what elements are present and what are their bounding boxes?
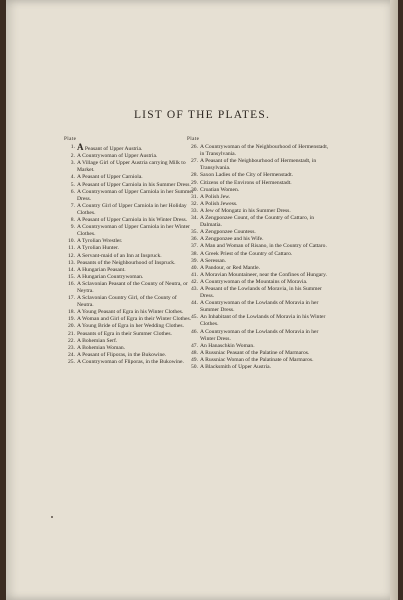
plate-entry <box>64 144 194 153</box>
plate-entry <box>64 245 194 252</box>
plate-title: A Country Girl of Upper Carniola in her Holiday Clothes. <box>77 202 187 216</box>
plate-entry <box>187 286 329 300</box>
plate-entry <box>187 272 329 279</box>
plate-title: A Countrywoman of Upper Carniola in her Summer Dress. <box>77 188 194 202</box>
plate-entry <box>64 238 194 245</box>
plate-number: 13. <box>68 259 75 266</box>
plate-number: 7. <box>70 202 75 209</box>
plate-number: 6. <box>70 188 75 195</box>
plate-number: 4. <box>70 174 75 181</box>
plate-title: A Zengponzee Countess. <box>200 229 256 236</box>
plate-list-right <box>187 144 329 371</box>
plate-number: 2. <box>70 153 75 160</box>
plate-number: 20. <box>68 323 75 330</box>
plate-entry <box>187 329 329 343</box>
plate-entry <box>64 281 194 295</box>
plate-entry <box>187 208 329 215</box>
plate-title: A Seressan. <box>200 257 227 264</box>
plate-number: 15. <box>68 273 75 280</box>
plate-entry <box>187 144 329 158</box>
plate-entry <box>187 258 329 265</box>
plate-title: A Countrywoman of Fliporas, in the Bukowine. <box>77 358 184 365</box>
plate-number: 31. <box>191 193 198 200</box>
plate-entry <box>187 215 329 229</box>
plate-title: A Sclavonian Peasant of the County of Neutra, or Neytra. <box>77 280 188 294</box>
plate-number: 45. <box>191 314 198 321</box>
plate-list-left <box>64 144 194 366</box>
plate-entry <box>187 172 329 179</box>
plate-number: 30. <box>191 186 198 193</box>
plate-entry <box>187 357 329 364</box>
plate-title: A Countrywoman of Upper Carniola in her Winter Clothes. <box>77 224 190 238</box>
plate-number: 44. <box>191 300 198 307</box>
plate-title: A Tyrolian Wrestler. <box>77 238 123 245</box>
plate-entry <box>64 323 194 330</box>
plate-entry <box>187 314 329 328</box>
column-header: Plate <box>187 136 200 142</box>
plate-number: 47. <box>191 342 198 349</box>
plate-number: 11. <box>68 245 75 252</box>
book-page <box>6 0 398 600</box>
plate-title: Saxon Ladies of the City of Hermenstadt. <box>200 172 294 179</box>
plate-title: A Peasant of Upper Austria. <box>77 142 143 153</box>
plate-entry <box>187 265 329 272</box>
plate-entry <box>64 253 194 260</box>
plate-number: 43. <box>191 285 198 292</box>
plate-entry <box>187 187 329 194</box>
plate-title: A Peasant of Upper Carniola in his Summer Dress. <box>77 181 191 188</box>
plate-title: A Young Bride of Egra in her Wedding Clothes. <box>77 323 184 330</box>
plate-number: 39. <box>191 257 198 264</box>
plate-title: A Zengponzee and his Wife. <box>200 236 264 243</box>
plate-title: A Hungarian Peasant. <box>77 266 126 273</box>
plate-number: 5. <box>70 181 75 188</box>
plate-title: Peasants of Egra in their Summer Clothes. <box>77 330 172 337</box>
plate-entry <box>187 251 329 258</box>
plate-title: A Hungarian Countrywoman. <box>77 273 144 280</box>
plate-title: A Greek Priest of the Country of Cattaro. <box>200 250 293 257</box>
plate-title: A Countrywoman of the Neighbourhood of Hermenstadt, in Transylvania. <box>200 144 329 158</box>
plate-entry <box>187 343 329 350</box>
plate-number: 17. <box>68 295 75 302</box>
plate-number: 32. <box>191 200 198 207</box>
plate-title: A Peasant of the Neighbourhood of Hermenstadt, in Transylvania. <box>200 158 317 172</box>
plate-title: An Hanaschkin Woman. <box>200 342 255 349</box>
plate-number: 37. <box>191 243 198 250</box>
column-header: Plate <box>64 136 77 142</box>
plate-number: 10. <box>68 238 75 245</box>
plate-title: A Polish Jew. <box>200 193 231 200</box>
page-mark <box>51 516 53 518</box>
plate-entry <box>64 260 194 267</box>
plate-entry <box>187 180 329 187</box>
plate-number: 9. <box>70 224 75 231</box>
plate-number: 29. <box>191 179 198 186</box>
plate-entry <box>64 352 194 359</box>
plate-entry <box>64 189 194 203</box>
plate-title: An Inhabitant of the Lowlands of Moravia in his Winter Clothes. <box>200 314 326 328</box>
plate-title: A Sclavonian Country Girl, of the County of Neutra. <box>77 295 177 309</box>
plate-title: A Countrywoman of the Mountains of Moravia. <box>200 278 308 285</box>
plate-title: A Countrywoman of the Lowlands of Moravia in her Winter Dress. <box>200 328 319 342</box>
plate-title: A Blacksmith of Upper Austria. <box>200 364 272 370</box>
plate-number: 34. <box>191 215 198 222</box>
plate-number: 21. <box>68 330 75 337</box>
plate-entry <box>64 203 194 217</box>
plate-title: A Countrywoman of the Lowlands of Moravia in her Summer Dress. <box>200 300 319 314</box>
plates-column-left <box>64 136 194 366</box>
plate-title: A Young Peasant of Egra in his Winter Clothes. <box>77 309 184 316</box>
plate-title: A Peasant of Upper Carniola in his Winter Dress. <box>77 217 188 224</box>
plate-entry <box>187 364 329 371</box>
plate-title: Peasants of the Neighbourhood of Inspruck. <box>77 259 176 266</box>
plate-entry <box>187 279 329 286</box>
plate-title: A Woman and Girl of Egra in their Winter Clothes. <box>77 316 192 323</box>
plate-title: A Bohemian Woman. <box>77 344 126 351</box>
plate-entry <box>64 274 194 281</box>
plate-number: 23. <box>68 344 75 351</box>
plate-title: A Village Girl of Upper Austria carrying Milk to Market. <box>77 160 186 174</box>
plate-number: 35. <box>191 229 198 236</box>
plate-number: 27. <box>191 158 198 165</box>
plate-number: 50. <box>191 364 198 370</box>
plate-title: A Moravian Mountaineer, near the Confines of Hungary. <box>200 271 327 278</box>
plate-number: 36. <box>191 236 198 243</box>
plate-entry <box>64 160 194 174</box>
plate-number: 14. <box>68 266 75 273</box>
plate-title: A Jew of Mongatz in his Summer Dress. <box>200 207 291 214</box>
plate-number: 18. <box>68 309 75 316</box>
plate-number: 33. <box>191 207 198 214</box>
page-edge <box>390 0 398 600</box>
plate-entry <box>64 224 194 238</box>
plate-entry <box>64 295 194 309</box>
page-title: LIST OF THE PLATES. <box>133 109 271 121</box>
plate-title: A Peasant of the Lowlands of Moravia, in his Summer Dress. <box>200 285 322 300</box>
plate-entry <box>187 350 329 357</box>
plate-number: 24. <box>68 351 75 358</box>
plate-number: 40. <box>191 264 198 271</box>
plate-entry <box>64 182 194 189</box>
plate-number: 12. <box>68 252 75 259</box>
plate-title: A Countrywoman of Upper Austria. <box>77 153 158 160</box>
plate-number: 38. <box>191 250 198 257</box>
plate-title: A Zengponzee Count, of the Country of Cattaro, in Dalmatia. <box>200 215 315 229</box>
plate-entry <box>187 300 329 314</box>
plate-title: A Peasant of Upper Carniola. <box>77 174 143 181</box>
plate-title: A Bohemian Serf. <box>77 337 118 344</box>
plate-entry <box>187 158 329 172</box>
plate-entry <box>187 201 329 208</box>
plate-title: A Servant-maid of an Inn at Inspruck. <box>77 252 162 259</box>
plate-number: 8. <box>70 217 75 224</box>
plate-number: 28. <box>191 172 198 179</box>
plate-number: 19. <box>68 316 75 323</box>
plate-number: 1. <box>70 144 75 151</box>
plate-entry <box>64 359 194 366</box>
plate-title: A Pandour, or Red Mantle. <box>200 264 261 271</box>
plate-entry <box>64 174 194 181</box>
plate-entry <box>187 194 329 201</box>
plates-column-right <box>187 136 329 371</box>
plate-number: 48. <box>191 349 198 356</box>
plate-number: 46. <box>191 328 198 335</box>
plate-number: 41. <box>191 271 198 278</box>
plate-title: A Russniac Peasant of the Palatine of Marmaros. <box>200 349 310 356</box>
plate-number: 22. <box>68 337 75 344</box>
plate-title: A Peasant of Fliporas, in the Bukowine. <box>77 351 167 358</box>
plate-title: A Man and Woman of Risano, in the Country of Cattaro. <box>200 243 327 250</box>
plate-number: 25. <box>68 358 75 365</box>
plate-entry <box>64 338 194 345</box>
plate-number: 49. <box>191 356 198 363</box>
plate-entry <box>64 331 194 338</box>
plate-title: A Russniac Woman of the Palatinate of Marmaros. <box>200 356 314 363</box>
plate-number: 16. <box>68 280 75 287</box>
plate-entry <box>64 267 194 274</box>
plate-number: 26. <box>191 144 198 151</box>
plate-title: A Polish Jewess. <box>200 200 238 207</box>
plate-number: 42. <box>191 278 198 285</box>
plate-title: Croatian Women. <box>200 186 240 193</box>
plate-entry <box>64 345 194 352</box>
plate-number: 3. <box>70 160 75 167</box>
plate-title: A Tyrolian Hunter. <box>77 245 119 252</box>
plate-entry <box>187 243 329 250</box>
plate-title: Citizens of the Environs of Hermenstadt. <box>200 179 292 186</box>
